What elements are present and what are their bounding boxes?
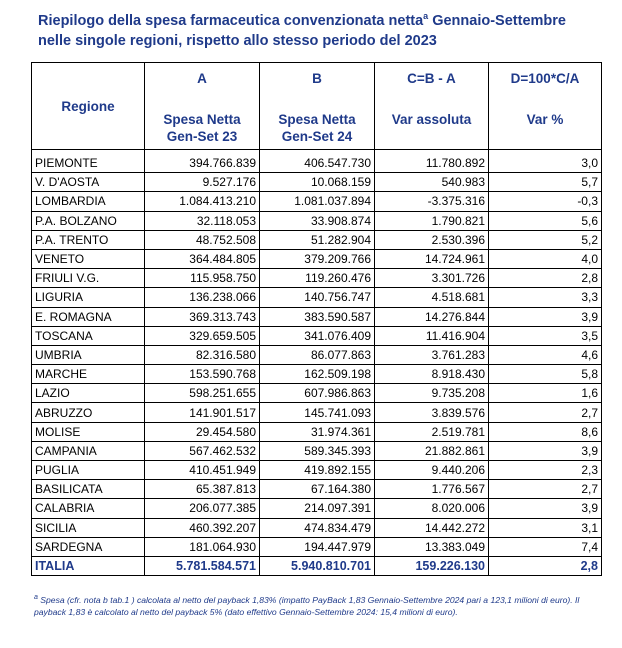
table-row (32, 384, 602, 403)
table-row (32, 365, 602, 384)
cell-var-percent: 3,0 (489, 150, 602, 173)
cell-spesa-24: 51.282.904 (260, 230, 375, 249)
cell-var-percent: 3,9 (489, 441, 602, 460)
title-line-1 (38, 11, 608, 31)
cell-var-assoluta: 8.918.430 (375, 365, 489, 384)
header-col-a-letter: A (197, 71, 207, 86)
cell-var-percent: 3,1 (489, 518, 602, 537)
cell-var-percent: 2,8 (489, 556, 602, 575)
cell-region: MOLISE (32, 422, 145, 441)
cell-var-assoluta: 3.301.726 (375, 269, 489, 288)
cell-spesa-24: 67.164.380 (260, 480, 375, 499)
cell-region: SICILIA (32, 518, 145, 537)
cell-spesa-23: 598.251.655 (145, 384, 260, 403)
header-col-d-letter: D=100*C/A (510, 71, 580, 86)
cell-var-assoluta: 2.519.781 (375, 422, 489, 441)
cell-region: SARDEGNA (32, 537, 145, 556)
cell-spesa-23: 9.527.176 (145, 173, 260, 192)
cell-spesa-24: 474.834.479 (260, 518, 375, 537)
footnote-text: Spesa (cfr. nota b tab.1 ) calcolata al netto del payback 1,83% (impatto PayBack 1,83 Gennaio-Settembre 2024 pari a 123,1 milioni di euro). Il payback 1,83 è calcolato al netto del payback 5% (dato effettivo Gennaio-Settembre 2024: 15,4 milioni di euro). (34, 594, 580, 618)
cell-var-percent: 5,2 (489, 230, 602, 249)
cell-region: UMBRIA (32, 345, 145, 364)
cell-spesa-24: 419.892.155 (260, 461, 375, 480)
cell-var-assoluta: 8.020.006 (375, 499, 489, 518)
cell-spesa-23: 460.392.207 (145, 518, 260, 537)
cell-spesa-23: 29.454.580 (145, 422, 260, 441)
cell-spesa-23: 394.766.839 (145, 150, 260, 173)
cell-spesa-24: 194.447.979 (260, 537, 375, 556)
cell-region: FRIULI V.G. (32, 269, 145, 288)
cell-var-percent: 2,3 (489, 461, 602, 480)
cell-spesa-23: 364.484.805 (145, 249, 260, 268)
table-row (32, 537, 602, 556)
cell-var-assoluta: 14.442.272 (375, 518, 489, 537)
cell-region: V. D'AOSTA (32, 173, 145, 192)
cell-var-percent: 2,8 (489, 269, 602, 288)
table-header-row (32, 63, 602, 150)
cell-region: MARCHE (32, 365, 145, 384)
header-col-b-desc2: Gen-Set 24 (281, 129, 353, 144)
cell-spesa-24: 607.986.863 (260, 384, 375, 403)
table-row (32, 480, 602, 499)
cell-spesa-24: 406.547.730 (260, 150, 375, 173)
cell-region: PUGLIA (32, 461, 145, 480)
cell-spesa-24: 31.974.361 (260, 422, 375, 441)
title-line-1-suffix: Gennaio-Settembre (428, 13, 566, 29)
header-col-a-desc2: Gen-Set 23 (166, 129, 238, 144)
header-col-c (375, 63, 489, 150)
cell-var-percent: 3,9 (489, 499, 602, 518)
cell-region: P.A. TRENTO (32, 230, 145, 249)
cell-spesa-24: 10.068.159 (260, 173, 375, 192)
cell-var-percent: 3,3 (489, 288, 602, 307)
cell-var-percent: 4,6 (489, 345, 602, 364)
cell-var-percent: 8,6 (489, 422, 602, 441)
cell-spesa-23: 1.084.413.210 (145, 192, 260, 211)
cell-var-percent: 2,7 (489, 403, 602, 422)
cell-spesa-23: 136.238.066 (145, 288, 260, 307)
cell-var-percent: 1,6 (489, 384, 602, 403)
cell-var-percent: 3,5 (489, 326, 602, 345)
cell-var-assoluta: 3.761.283 (375, 345, 489, 364)
cell-var-assoluta: 21.882.861 (375, 441, 489, 460)
header-col-d-desc: Var % (526, 112, 564, 127)
cell-var-assoluta: 11.416.904 (375, 326, 489, 345)
cell-var-percent: 5,7 (489, 173, 602, 192)
cell-spesa-24: 119.260.476 (260, 269, 375, 288)
table-row (32, 422, 602, 441)
table-row (32, 150, 602, 173)
cell-spesa-24: 214.097.391 (260, 499, 375, 518)
cell-var-assoluta: 11.780.892 (375, 150, 489, 173)
title-line-1-prefix: Riepilogo della spesa farmaceutica convenzionata netta (38, 13, 424, 29)
header-col-d (489, 63, 602, 150)
cell-spesa-23: 369.313.743 (145, 307, 260, 326)
cell-region: E. ROMAGNA (32, 307, 145, 326)
cell-spesa-24: 86.077.863 (260, 345, 375, 364)
table-row (32, 345, 602, 364)
cell-var-assoluta: 3.839.576 (375, 403, 489, 422)
table-row (32, 326, 602, 345)
table-row (32, 403, 602, 422)
footnote-marker: a (34, 594, 38, 601)
header-region: Regione (32, 63, 145, 150)
cell-region: LOMBARDIA (32, 192, 145, 211)
cell-spesa-23: 5.781.584.571 (145, 556, 260, 575)
cell-var-assoluta: 9.735.208 (375, 384, 489, 403)
table-row (32, 441, 602, 460)
title-line-2: nelle singole regioni, rispetto allo stesso periodo del 2023 (38, 33, 437, 49)
cell-var-percent: 4,0 (489, 249, 602, 268)
header-col-b-letter: B (312, 71, 322, 86)
cell-var-assoluta: 4.518.681 (375, 288, 489, 307)
regional-spending-table (31, 62, 602, 576)
cell-var-assoluta: 540.983 (375, 173, 489, 192)
cell-region: LAZIO (32, 384, 145, 403)
cell-spesa-24: 379.209.766 (260, 249, 375, 268)
total-row (32, 556, 602, 575)
cell-spesa-23: 115.958.750 (145, 269, 260, 288)
cell-var-percent: 7,4 (489, 537, 602, 556)
cell-spesa-24: 140.756.747 (260, 288, 375, 307)
cell-region: ITALIA (32, 556, 145, 575)
cell-region: CALABRIA (32, 499, 145, 518)
cell-var-assoluta: 1.776.567 (375, 480, 489, 499)
table-row (32, 173, 602, 192)
cell-spesa-23: 206.077.385 (145, 499, 260, 518)
cell-region: LIGURIA (32, 288, 145, 307)
cell-spesa-24: 33.908.874 (260, 211, 375, 230)
cell-var-assoluta: 14.724.961 (375, 249, 489, 268)
cell-var-assoluta: 1.790.821 (375, 211, 489, 230)
cell-var-assoluta: 14.276.844 (375, 307, 489, 326)
table-row (32, 192, 602, 211)
cell-spesa-24: 145.741.093 (260, 403, 375, 422)
table-row (32, 518, 602, 537)
cell-var-assoluta: 159.226.130 (375, 556, 489, 575)
header-col-c-desc: Var assoluta (391, 112, 472, 127)
cell-var-percent: 5,8 (489, 365, 602, 384)
cell-spesa-23: 410.451.949 (145, 461, 260, 480)
cell-spesa-23: 329.659.505 (145, 326, 260, 345)
header-col-a (145, 63, 260, 150)
table-body (32, 150, 602, 576)
cell-region: CAMPANIA (32, 441, 145, 460)
cell-spesa-24: 341.076.409 (260, 326, 375, 345)
cell-spesa-24: 5.940.810.701 (260, 556, 375, 575)
table-row (32, 269, 602, 288)
cell-var-assoluta: 2.530.396 (375, 230, 489, 249)
cell-spesa-24: 162.509.198 (260, 365, 375, 384)
cell-var-percent: 5,6 (489, 211, 602, 230)
table-title (38, 11, 608, 51)
cell-region: BASILICATA (32, 480, 145, 499)
cell-var-assoluta: 9.440.206 (375, 461, 489, 480)
cell-var-assoluta: 13.383.049 (375, 537, 489, 556)
header-col-b (260, 63, 375, 150)
cell-var-percent: 2,7 (489, 480, 602, 499)
cell-spesa-23: 141.901.517 (145, 403, 260, 422)
table-row (32, 211, 602, 230)
footnote (34, 592, 606, 619)
cell-spesa-23: 181.064.930 (145, 537, 260, 556)
cell-spesa-23: 82.316.580 (145, 345, 260, 364)
header-col-c-letter: C=B - A (407, 71, 456, 86)
cell-var-assoluta: -3.375.316 (375, 192, 489, 211)
cell-var-percent: -0,3 (489, 192, 602, 211)
cell-region: PIEMONTE (32, 150, 145, 173)
table-row (32, 307, 602, 326)
header-col-a-desc1: Spesa Netta (163, 112, 241, 127)
cell-spesa-24: 589.345.393 (260, 441, 375, 460)
cell-region: VENETO (32, 249, 145, 268)
cell-region: P.A. BOLZANO (32, 211, 145, 230)
cell-var-percent: 3,9 (489, 307, 602, 326)
cell-spesa-24: 1.081.037.894 (260, 192, 375, 211)
table-row (32, 230, 602, 249)
cell-spesa-24: 383.590.587 (260, 307, 375, 326)
cell-region: TOSCANA (32, 326, 145, 345)
table-row (32, 499, 602, 518)
cell-spesa-23: 567.462.532 (145, 441, 260, 460)
cell-region: ABRUZZO (32, 403, 145, 422)
table-row (32, 288, 602, 307)
header-col-b-desc1: Spesa Netta (278, 112, 356, 127)
table-row (32, 461, 602, 480)
cell-spesa-23: 32.118.053 (145, 211, 260, 230)
table-row (32, 249, 602, 268)
cell-spesa-23: 153.590.768 (145, 365, 260, 384)
cell-spesa-23: 65.387.813 (145, 480, 260, 499)
cell-spesa-23: 48.752.508 (145, 230, 260, 249)
title-footnote-marker: a (423, 11, 429, 22)
